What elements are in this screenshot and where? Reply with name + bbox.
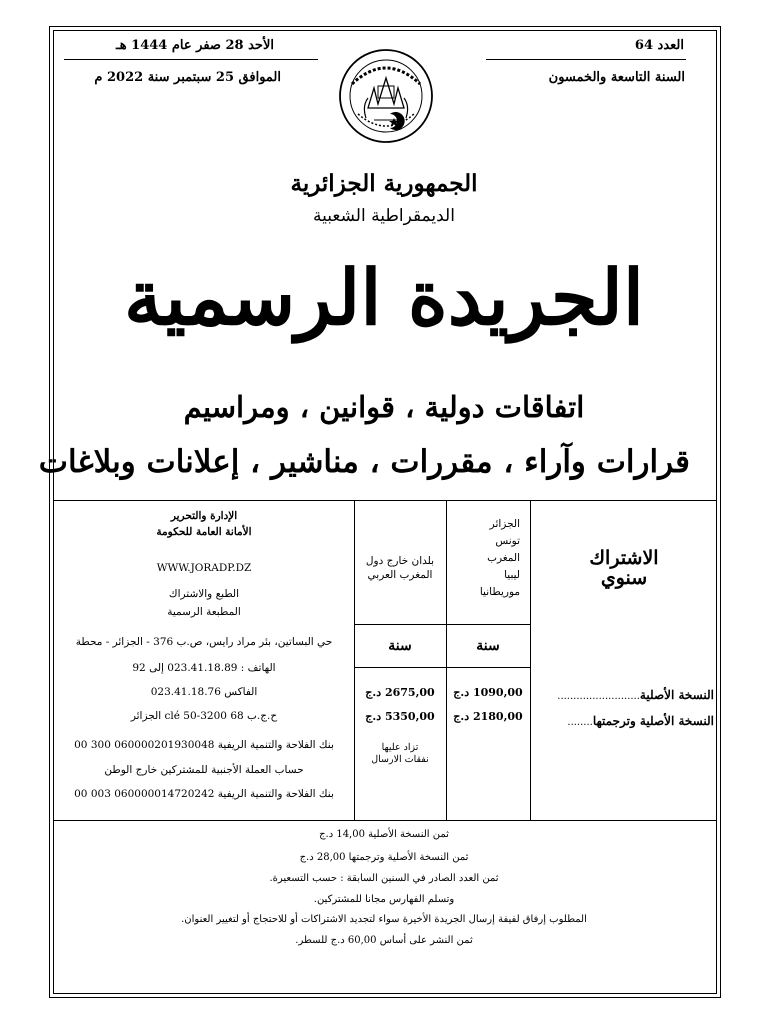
year-label-outside: سنة xyxy=(388,638,412,654)
main-title: الجريدة الرسمية xyxy=(123,253,645,342)
bank-account-1: بنك الفلاحة والتنمية الريفية 060000201930048 300 00 xyxy=(74,739,334,751)
footer-line-2: ثمن النسخة الأصلية وترجمتها 28,00 د.ج xyxy=(299,852,469,863)
price-original-outside: 2675,00 د.ج xyxy=(365,686,435,699)
bank-account-2: بنك الفلاحة والتنمية الريفية 060000014720242 003 00 xyxy=(74,788,334,800)
footer-line-4: وتسلم الفهارس مجانا للمشتركين. xyxy=(313,894,455,905)
subscription-label: الاشتراك سنوي xyxy=(589,547,659,589)
outside-maghreb-label: بلدان خارج دول المغرب العربي xyxy=(365,555,435,581)
price-translation-maghreb: 2180,00 د.ج xyxy=(453,710,523,723)
postal-account-line: ح.ج.ب 68 3200-50 clé الجزائر xyxy=(130,710,278,722)
foreign-account-label: حساب العملة الأجنبية للمشتركين خارج الوطن xyxy=(104,764,304,776)
year-label: السنة التاسعة والخمسون xyxy=(548,70,685,85)
maghreb-countries-list xyxy=(450,516,520,601)
price-translation-outside: 5350,00 د.ج xyxy=(365,710,435,723)
country-mauritania: موريطانيا xyxy=(479,586,520,598)
phone-line: الهاتف : 023.41.18.89 إلى 92 xyxy=(132,662,276,674)
subtitle-line-1: اتفاقات دولية ، قوانين ، ومراسيم xyxy=(183,390,585,424)
table-bottom-border xyxy=(53,820,717,821)
fax-line: الفاكس 023.41.18.76 xyxy=(150,686,258,698)
democratic-title: الديمقراطية الشعبية xyxy=(313,206,455,226)
admin-title: الإدارة والتحرير xyxy=(170,510,238,522)
row-label-original: النسخة الأصلية.......................... xyxy=(557,688,714,702)
hijri-date: الأحد 28 صفر عام 1444 هـ xyxy=(115,38,274,53)
website-link[interactable]: WWW.JORADP.DZ xyxy=(156,562,252,574)
country-morocco: المغرب xyxy=(487,552,520,564)
printing-house: المطبعة الرسمية xyxy=(167,606,241,618)
table-top-border xyxy=(53,500,717,501)
subtitle-line-2: قرارات وآراء ، مقررات ، مناشير ، إعلانات وبلاغات xyxy=(38,444,690,480)
footer-line-3: ثمن العدد الصادر في السنين السابقة : حسب التسعيرة. xyxy=(269,873,499,884)
row-label-translation: النسخة الأصلية وترجمتها........ xyxy=(567,714,714,728)
footer-line-5: المطلوب إرفاق لفيفة إرسال الجريدة الأخيرة سواء لتجديد الاشتراكات أو للاحتجاج أو لتغيير العنوان. xyxy=(181,914,587,925)
gregorian-date: الموافق 25 سبتمبر سنة 2022 م xyxy=(94,70,281,85)
admin-subtitle: الأمانة العامة للحكومة xyxy=(156,526,252,538)
republic-title: الجمهورية الجزائرية xyxy=(290,170,478,197)
footer-line-6: ثمن النشر على أساس 60,00 د.ج للسطر. xyxy=(295,935,473,946)
printing-label: الطبع والاشتراك xyxy=(168,588,240,600)
state-emblem-icon xyxy=(338,48,434,144)
address-line: حي البساتين، بئر مراد رايس، ص.ب 376 - الجزائر - محطة xyxy=(75,636,333,648)
footer-line-1: ثمن النسخة الأصلية 14,00 د.ج xyxy=(319,829,449,840)
country-libya: ليبيا xyxy=(504,569,520,581)
country-algeria: الجزائر xyxy=(489,518,520,530)
price-original-maghreb: 1090,00 د.ج xyxy=(453,686,523,699)
country-tunisia: تونس xyxy=(495,535,520,547)
issue-number: العدد 64 xyxy=(634,38,684,53)
postage-note: تزاد عليها نفقات الارسال xyxy=(371,742,429,765)
year-label-maghreb: سنة xyxy=(476,638,500,654)
